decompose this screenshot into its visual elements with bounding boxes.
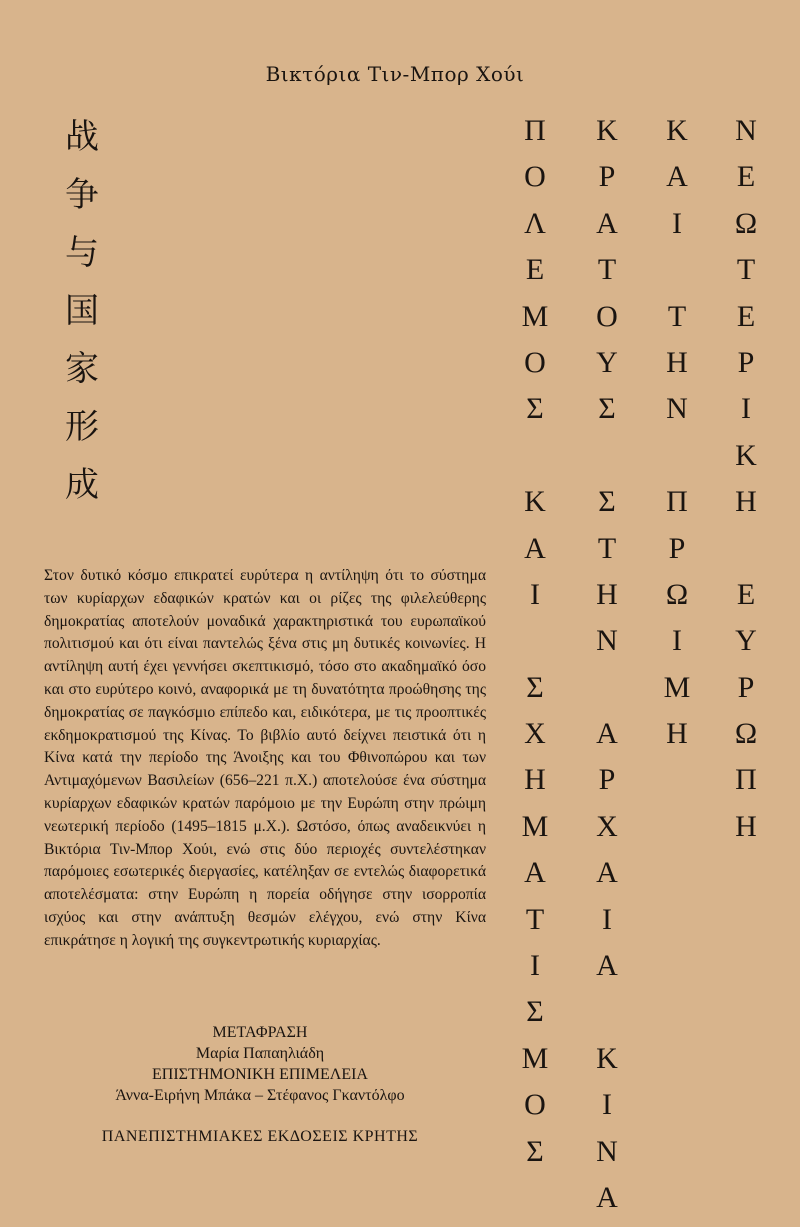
title-letter: Τ	[525, 902, 545, 936]
title-letter: Ρ	[737, 345, 755, 379]
title-column-4	[726, 108, 766, 850]
title-letter: Ε	[736, 299, 756, 333]
title-letter: Μ	[521, 299, 549, 333]
title-letter: Α	[596, 949, 618, 983]
title-letter: Α	[596, 856, 618, 890]
title-letter: Τ	[667, 299, 687, 333]
chinese-title-char: 国	[65, 291, 99, 331]
title-letter: Η	[524, 763, 546, 797]
title-letter: Χ	[524, 717, 546, 751]
title-letter: Ν	[735, 114, 757, 147]
title-letter: Ο	[524, 1088, 546, 1122]
title-letter: Ι	[602, 1088, 612, 1122]
title-letter: Υ	[735, 624, 757, 658]
credits	[50, 1022, 470, 1106]
title-letter: Ι	[602, 902, 612, 936]
title-letter: Α	[596, 1180, 618, 1214]
chinese-title-char: 家	[65, 349, 99, 389]
title-letter: Λ	[524, 206, 546, 240]
title-gap	[603, 989, 611, 1035]
title-letter: Η	[735, 809, 757, 843]
title-letter: Ρ	[737, 670, 755, 704]
title-letter: Χ	[596, 809, 618, 843]
author-name: Βικτόρια Τιν-Μπορ Χούι	[265, 62, 525, 86]
title-column-1	[515, 108, 555, 1175]
title-letter: Ε	[736, 160, 756, 194]
chinese-title-char: 形	[65, 407, 99, 447]
publisher-name: ΠΑΝΕΠΙΣΤΗΜΙΑΚΕΣ ΕΚΔΟΣΕΙΣ ΚΡΗΤΗΣ	[101, 1128, 419, 1145]
title-letter: Η	[735, 485, 757, 519]
title-letter: Ι	[530, 949, 540, 983]
title-letter: Σ	[598, 485, 616, 519]
back-cover-blurb: Στον δυτικό κόσμο επικρατεί ευρύτερα η αντίληψη ότι το σύστημα των κυρίαρχων εδαφικών κρατών και οι ρίζες της φιλελεύθερης δημοκρατίας αποτελούν μοναδικά χαρακτηριστικά του ευρωπαϊκού πολιτισμού και ότι είναι παντελώς ξένα στις μη δυτικές κοινωνίες. Η αντίληψη αυτή έχει γεννήσει σκεπτικισμό, τόσο στο ακαδημαϊκό όσο και στο ευρύτερο κοινό, αναφορικά με τη δυνατότητα προώθησης της δημοκρατίας σε παγκόσμιο επίπεδο και, ειδικότερα, με τις προοπτικές εκδημοκρατισμού της Κίνας. Το βιβλίο αυτό δείχνει πειστικά ότι η Κίνα κατά την περίοδο της Άνοιξης και του Φθινοπώρου και των Αντιμαχόμενων Βασιλείων (656–221 π.Χ.) αποτελούσε ένα σύστημα κυρίαρχων εδαφικών κρατών παρόμοιο με την Ευρώπη στην πρώιμη νεωτερική περίοδο (1495–1815 μ.Χ.). Ωστόσο, όπως αναδεικνύει η Βικτόρια Τιν-Μπορ Χούι, ενώ στις δύο περιοχές συντελέστηκαν παρόμοιες εσωτερικές διεργασίες, κατέληξαν σε εντελώς διαφορετικά αποτελέσματα: στην Ευρώπη η πορεία οδήγησε στην ισορροπία ισχύος και στην ανάπτυξη θεσμών ελέγχου, ενώ στην Κίνα επικράτησε η λογική της συγκεντρωτικής κυριαρχίας.	[44, 567, 486, 949]
title-letter: Σ	[526, 670, 544, 704]
editors-names: Άννα-Ειρήνη Μπάκα – Στέφανος Γκαντόλφο	[115, 1087, 405, 1104]
title-letter: Ο	[524, 345, 546, 379]
translator-name: Μαρία Παπαηλιάδη	[195, 1045, 325, 1062]
title-letter: Σ	[526, 995, 544, 1029]
title-letter: Κ	[524, 485, 546, 519]
title-letter: Κ	[666, 114, 688, 147]
title-letter: Σ	[598, 392, 616, 426]
title-letter: Ε	[736, 577, 756, 611]
translation-label: ΜΕΤΑΦΡΑΣΗ	[212, 1024, 308, 1041]
title-letter: Α	[596, 717, 618, 751]
title-letter: Κ	[735, 438, 757, 472]
editing-label: ΕΠΙΣΤΗΜΟΝΙΚΗ ΕΠΙΜΕΛΕΙΑ	[152, 1066, 368, 1083]
title-letter: Α	[666, 160, 688, 194]
title-letter: Π	[735, 763, 757, 797]
title-gap	[531, 433, 539, 479]
title-letter: Η	[596, 577, 618, 611]
title-letter: Ι	[741, 392, 751, 426]
title-letter: Ι	[672, 624, 682, 658]
title-letter: Π	[524, 114, 546, 147]
title-letter: Τ	[597, 531, 617, 565]
title-gap	[673, 247, 681, 293]
title-letter: Α	[524, 856, 546, 890]
title-letter: Η	[666, 717, 688, 751]
title-letter: Μ	[663, 670, 691, 704]
title-gap	[603, 433, 611, 479]
title-letter: Κ	[596, 114, 618, 147]
title-letter: Ν	[596, 1134, 618, 1168]
title-gap	[673, 433, 681, 479]
title-column-3	[657, 108, 697, 757]
title-letter: Ω	[665, 577, 689, 611]
title-gap	[742, 526, 750, 572]
title-letter: Π	[666, 485, 688, 519]
title-letter: Κ	[596, 1041, 618, 1075]
title-letter: Ε	[525, 253, 545, 287]
title-gap	[603, 665, 611, 711]
title-letter: Ο	[596, 299, 618, 333]
chinese-title-char: 争	[65, 175, 99, 215]
chinese-title-char: 成	[65, 465, 99, 505]
title-letter: Σ	[526, 392, 544, 426]
title-letter: Τ	[597, 253, 617, 287]
title-letter: Ν	[596, 624, 618, 658]
title-letter: Ρ	[598, 763, 616, 797]
title-letter: Ο	[524, 160, 546, 194]
title-letter: Ρ	[668, 531, 686, 565]
title-letter: Α	[524, 531, 546, 565]
chinese-title	[60, 108, 104, 514]
title-letter: Ι	[672, 206, 682, 240]
title-letter: Μ	[521, 809, 549, 843]
title-gap	[531, 618, 539, 664]
title-letter: Ν	[666, 392, 688, 426]
title-letter: Τ	[736, 253, 756, 287]
title-letter: Σ	[526, 1134, 544, 1168]
title-letter: Ρ	[598, 160, 616, 194]
title-letter: Α	[596, 206, 618, 240]
title-letter: Η	[666, 345, 688, 379]
chinese-title-char: 与	[65, 233, 99, 273]
title-letter: Ω	[734, 206, 758, 240]
title-letter: Μ	[521, 1041, 549, 1075]
title-letter: Υ	[596, 345, 618, 379]
title-letter: Ι	[530, 577, 540, 611]
chinese-title-char: 战	[65, 117, 99, 157]
title-column-2	[587, 108, 627, 1221]
title-letter: Ω	[734, 717, 758, 751]
